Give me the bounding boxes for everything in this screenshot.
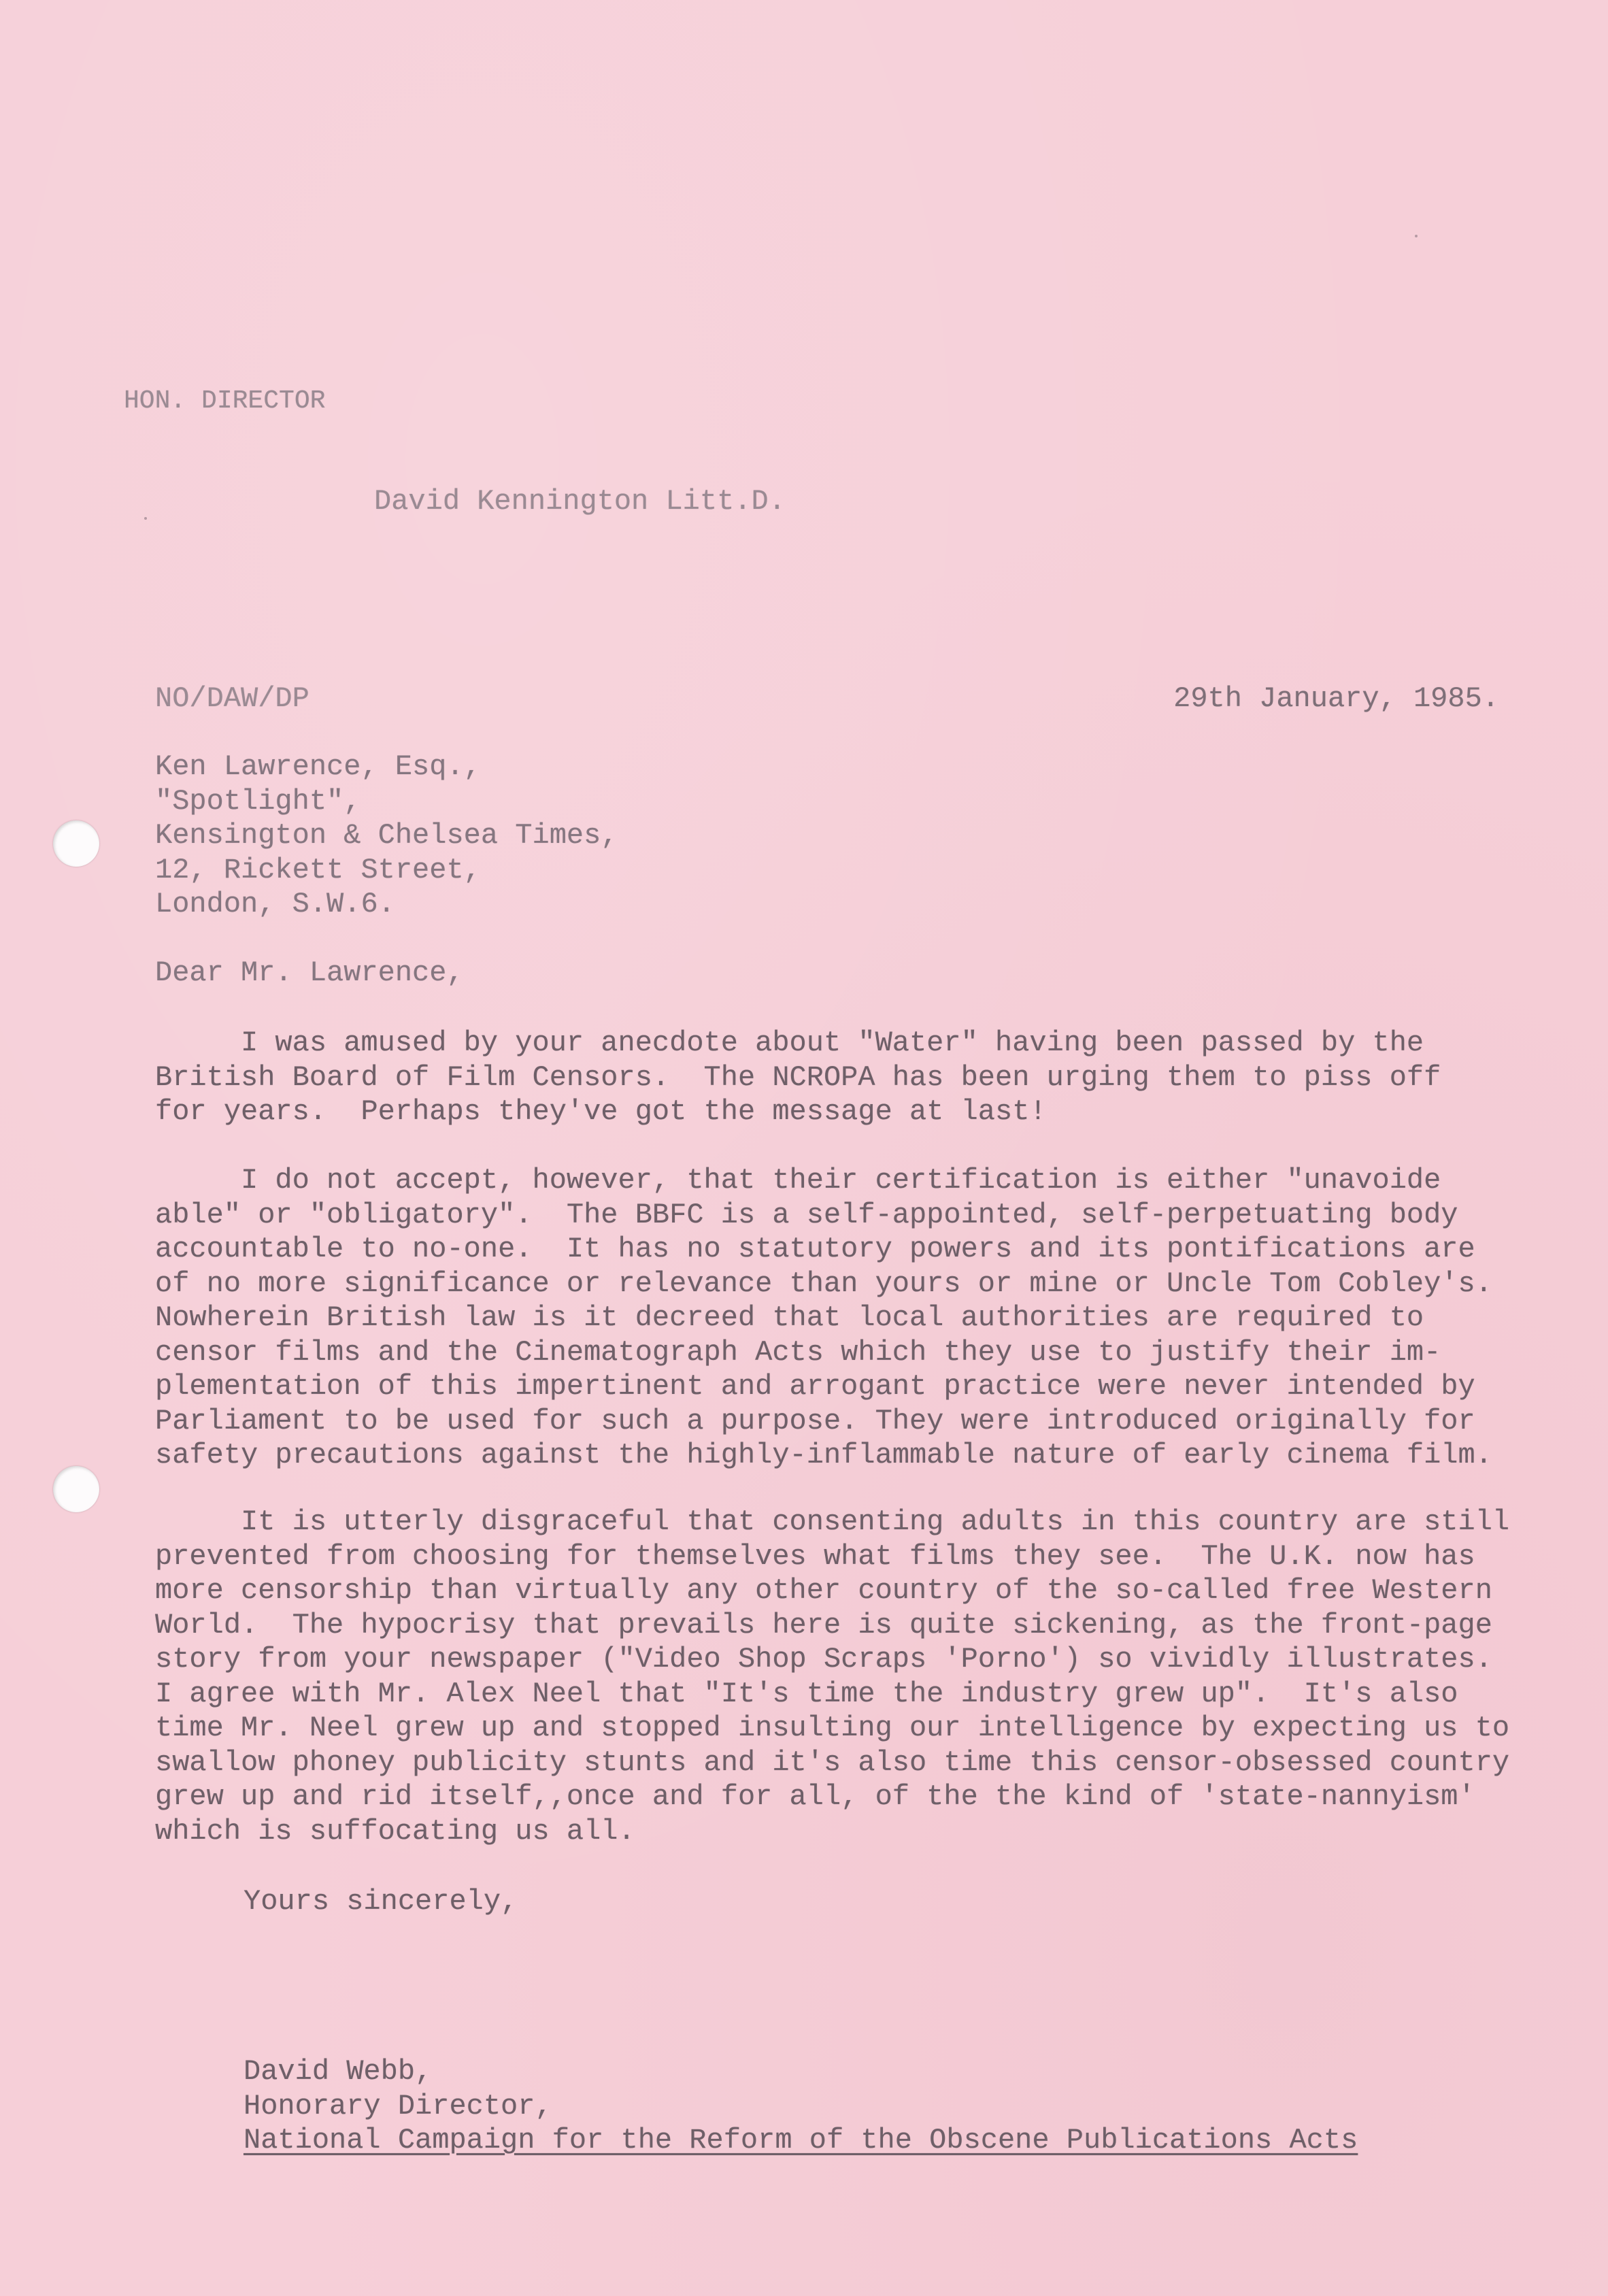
text-line: of no more significance or relevance than yours or mine or Uncle Tom Cobley's. <box>155 1267 1492 1300</box>
punch-hole <box>53 1466 99 1512</box>
text-line: swallow phoney publicity stunts and it's also time this censor-obsessed country <box>155 1746 1510 1779</box>
text-line: It is utterly disgraceful that consenting adults in this country are still <box>155 1505 1510 1538</box>
text-line: Nowherein British law is it decreed that local authorities are required to <box>155 1301 1424 1334</box>
text-line: I was amused by your anecdote about "Water" having been passed by the <box>155 1027 1424 1059</box>
address-line: London, S.W.6. <box>155 888 395 920</box>
signature-block <box>244 2054 1358 2158</box>
text-line: prevented from choosing for themselves what films they see. The U.K. now has <box>155 1540 1475 1573</box>
address-line: Kensington & Chelsea Times, <box>155 819 618 852</box>
letterhead-name: David Kennington Litt.D. <box>374 485 786 518</box>
text-line: able" or "obligatory". The BBFC is a self-appointed, self-perpetuating body <box>155 1198 1458 1231</box>
address-line: Ken Lawrence, Esq., <box>155 750 481 783</box>
text-line: censor films and the Cinematograph Acts which they use to justify their im- <box>155 1335 1441 1369</box>
text-line: plementation of this impertinent and arrogant practice were never intended by <box>155 1370 1475 1403</box>
signature-organization: National Campaign for the Reform of the Obscene Publications Acts <box>244 2124 1358 2157</box>
paper-speck <box>1415 235 1418 237</box>
text-line: I agree with Mr. Alex Neel that "It's time the industry grew up". It's also <box>155 1677 1458 1710</box>
text-line: British Board of Film Censors. The NCROPA has been urging them to piss off <box>155 1061 1441 1094</box>
body-paragraph-1 <box>155 1026 1441 1129</box>
signature-name: David Webb, <box>244 2055 433 2088</box>
letterhead-label: HON. DIRECTOR <box>124 386 326 416</box>
text-line: more censorship than virtually any other country of the so-called free Western <box>155 1574 1492 1607</box>
text-line: World. The hypocrisy that prevails here is quite sickening, as the front-page <box>155 1608 1492 1642</box>
text-line: I do not accept, however, that their certification is either "unavoide <box>155 1164 1441 1197</box>
salutation: Dear Mr. Lawrence, <box>155 956 464 989</box>
paper-speck <box>144 517 147 520</box>
letter-date: 29th January, 1985. <box>1173 682 1499 715</box>
text-line: safety precautions against the highly-inflammable nature of early cinema film. <box>155 1439 1492 1471</box>
text-line: time Mr. Neel grew up and stopped insulting our intelligence by expecting us to <box>155 1712 1510 1744</box>
text-line: for years. Perhaps they've got the message at last! <box>155 1095 1047 1128</box>
body-paragraph-2 <box>155 1163 1492 1473</box>
body-paragraph-3 <box>155 1505 1509 1848</box>
address-line: 12, Rickett Street, <box>155 853 481 886</box>
text-line: which is suffocating us all. <box>155 1814 635 1848</box>
recipient-address <box>155 750 618 922</box>
closing: Yours sincerely, <box>244 1885 518 1918</box>
text-line: grew up and rid itself,,once and for all, of the the kind of 'state-nannyism' <box>155 1780 1475 1813</box>
text-line: accountable to no-one. It has no statutory powers and its pontifications are <box>155 1233 1475 1265</box>
reference-code: NO/DAW/DP <box>155 682 309 715</box>
signature-title: Honorary Director, <box>244 2089 552 2123</box>
text-line: story from your newspaper ("Video Shop Scraps 'Porno') so vividly illustrates. <box>155 1643 1492 1676</box>
address-line: "Spotlight", <box>155 784 361 818</box>
punch-hole <box>53 820 99 867</box>
text-line: Parliament to be used for such a purpose. They were introduced originally for <box>155 1404 1475 1437</box>
